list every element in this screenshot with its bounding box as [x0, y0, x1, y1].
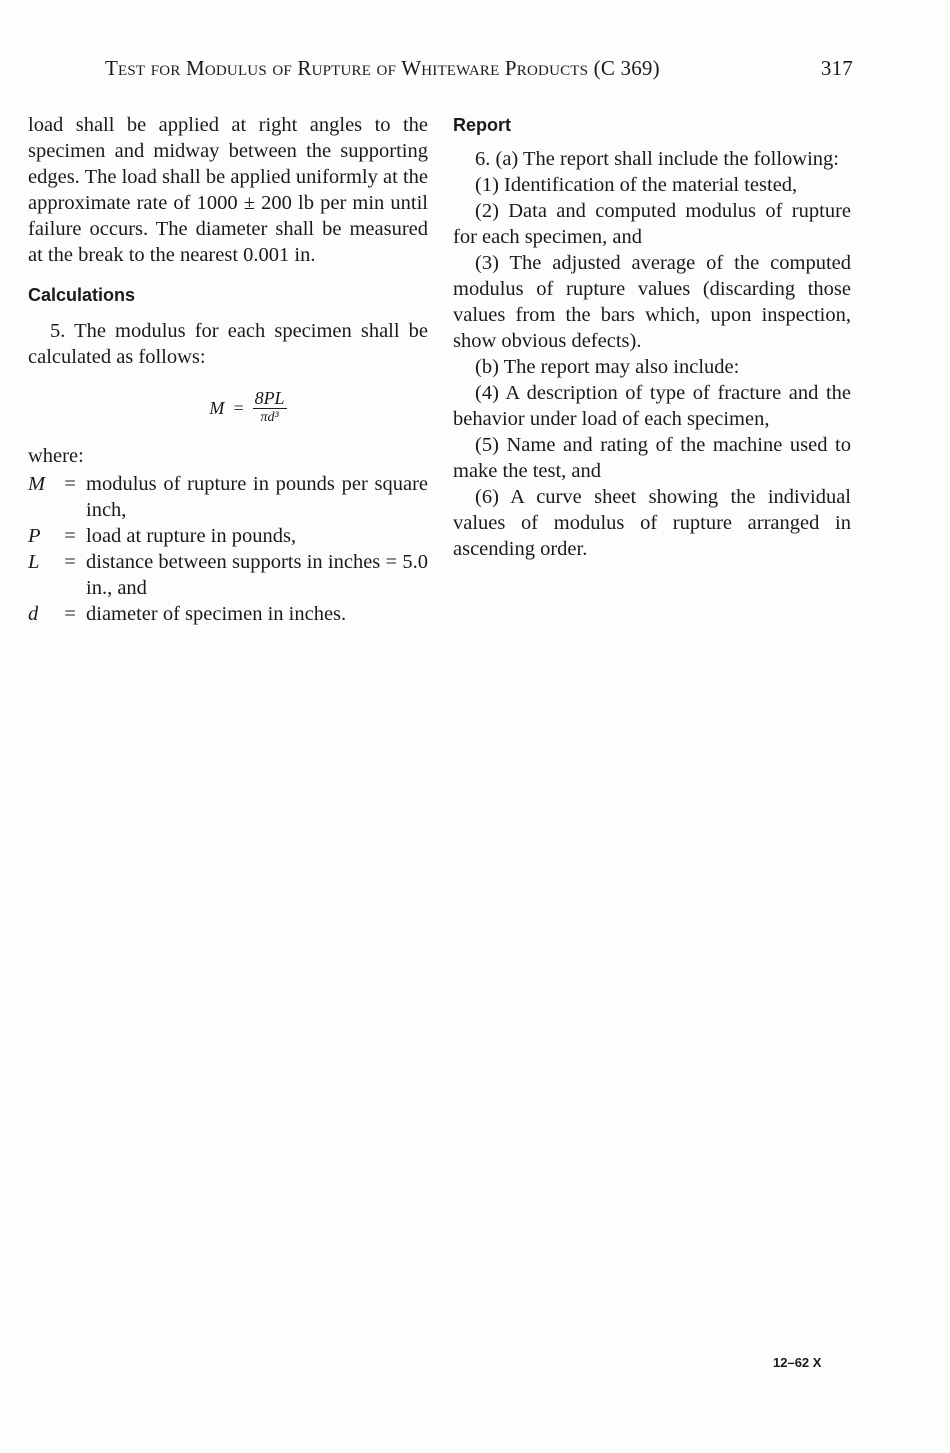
where-label: where: — [28, 445, 84, 467]
intro-paragraph: load shall be applied at right angles to the specimen and midway between the supporting edges. The load shall be applied uniformly at the approximate rate of 1000 ± 200 lb per min until failure occurs. The diameter shall be measured at the break to the nearest 0.001 in. — [28, 114, 428, 266]
definition-symbol: d — [28, 603, 39, 625]
report-item: (3) The adjusted average of the computed modulus of rupture values (discarding those values from the bars which, upon inspection, show obvious defects). — [453, 252, 851, 352]
left-column — [28, 112, 428, 627]
section-6a-paragraph: 6. (a) The report shall include the following: — [475, 148, 839, 170]
definition-equals: = — [64, 551, 76, 573]
definition-item — [28, 601, 428, 627]
report-item: (1) Identification of the material tested, — [475, 174, 798, 196]
definitions-list — [28, 471, 428, 627]
definition-text: distance between supports in inches = 5.0 in., and — [86, 551, 428, 599]
formula-equals: = — [232, 397, 245, 418]
definition-equals: = — [64, 473, 76, 495]
formula-numerator: 8PL — [254, 388, 285, 408]
definition-item — [28, 471, 428, 523]
report-item: (6) A curve sheet showing the individual values of modulus of rupture arranged in ascending order. — [453, 486, 851, 560]
definition-text: load at rupture in pounds, — [86, 525, 297, 547]
calculations-heading: Calculations — [28, 285, 136, 305]
report-item: (5) Name and rating of the machine used to make the test, and — [453, 434, 851, 482]
section-5-paragraph: 5. The modulus for each specimen shall be calculated as follows: — [28, 320, 428, 368]
footer-code: 12–62 X — [773, 1355, 822, 1370]
report-heading: Report — [453, 115, 511, 135]
definition-symbol: P — [28, 525, 41, 547]
report-item: (2) Data and computed modulus of rupture for each specimen, and — [453, 200, 851, 248]
definition-item — [28, 523, 428, 549]
modulus-formula — [68, 388, 428, 427]
right-column — [453, 112, 851, 562]
formula-lhs: M — [209, 397, 225, 418]
definition-symbol: L — [28, 551, 40, 573]
definition-text: modulus of rupture in pounds per square inch, — [86, 473, 428, 521]
report-item: (4) A description of type of fracture and the behavior under load of each specimen, — [453, 382, 851, 430]
section-6b-paragraph: (b) The report may also include: — [475, 356, 740, 378]
definition-text: diameter of specimen in inches. — [86, 603, 347, 625]
formula-denominator: πd³ — [260, 410, 279, 425]
formula-fraction — [253, 388, 287, 427]
definition-symbol: M — [28, 473, 46, 495]
running-title: Test for Modulus of Rupture of Whiteware Products (C 369) — [105, 56, 660, 80]
definition-equals: = — [64, 603, 76, 625]
page-number: 317 — [820, 56, 853, 80]
definition-item — [28, 549, 428, 601]
definition-equals: = — [64, 525, 76, 547]
page-header — [105, 56, 853, 81]
